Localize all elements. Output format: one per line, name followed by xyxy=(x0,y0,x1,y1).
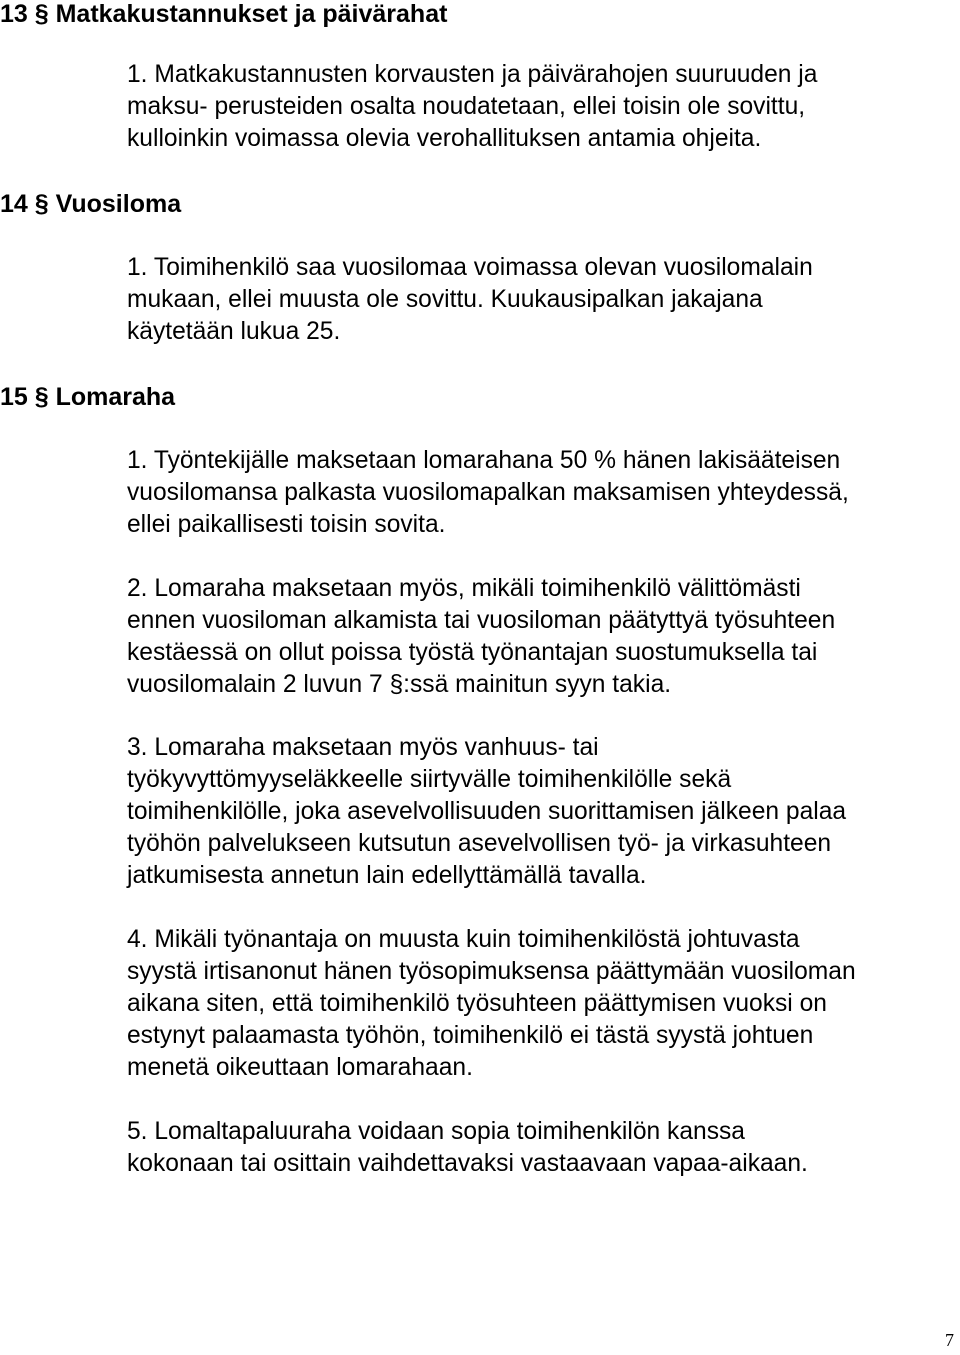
section-13-paragraph-1: 1. Matkakustannusten korvausten ja päivärahojen suuruuden ja maksu- perusteiden osalta noudatetaan, ellei toisin ole sovittu, kulloinkin voimassa olevia verohallituksen antamia ohjeita. xyxy=(127,61,818,152)
section-14-heading: 14 § Vuosiloma xyxy=(0,190,182,218)
section-15-paragraph-3: 3. Lomaraha maksetaan myös vanhuus- tai työkyvyttömyyseläkkeelle siirtyvälle toimihenkilölle sekä toimihenkilölle, joka asevelvollisuuden suorittamisen jälkeen palaa työhön palvelukseen kutsutun asevelvollisen työ- ja virkasuhteen jatkumisesta annetun lain edellyttämällä tavalla. xyxy=(127,734,847,889)
section-15-paragraph-1: 1. Työntekijälle maksetaan lomarahana 50 % hänen lakisääteisen vuosilomansa palkasta vuosilomapalkan maksamisen yhteydessä, ellei paikallisesti toisin sovita. xyxy=(127,447,849,538)
section-15-paragraph-2: 2. Lomaraha maksetaan myös, mikäli toimihenkilö välittömästi ennen vuosiloman alkamista tai vuosiloman päätyttyä työsuhteen kestäessä on ollut poissa työstä työnantajan suostumuksella tai vuosilomalain 2 luvun 7 §:ssä mainitun syyn takia. xyxy=(127,575,836,698)
page-number: 7 xyxy=(945,1330,954,1350)
section-15-heading: 15 § Lomaraha xyxy=(0,383,176,411)
section-15-paragraph-4: 4. Mikäli työnantaja on muusta kuin toimihenkilöstä johtuvasta syystä irtisanonut hänen työsopimuksensa päättymään vuosiloman aikana siten, että toimihenkilö työsuhteen päättymisen vuoksi on estynyt palaamasta työhön, toimihenkilö ei tästä syystä johtuen menetä oikeuttaan lomarahaan. xyxy=(127,926,856,1081)
section-15-paragraph-5: 5. Lomaltapaluuraha voidaan sopia toimihenkilön kanssa kokonaan tai osittain vaihdettavaksi vastaavaan vapaa-aikaan. xyxy=(127,1118,808,1177)
section-14-paragraph-1: 1. Toimihenkilö saa vuosilomaa voimassa olevan vuosilomalain mukaan, ellei muusta ole sovittu. Kuukausipalkan jakajana käytetään lukua 25. xyxy=(127,254,813,345)
section-13-heading: 13 § Matkakustannukset ja päivärahat xyxy=(0,0,448,28)
